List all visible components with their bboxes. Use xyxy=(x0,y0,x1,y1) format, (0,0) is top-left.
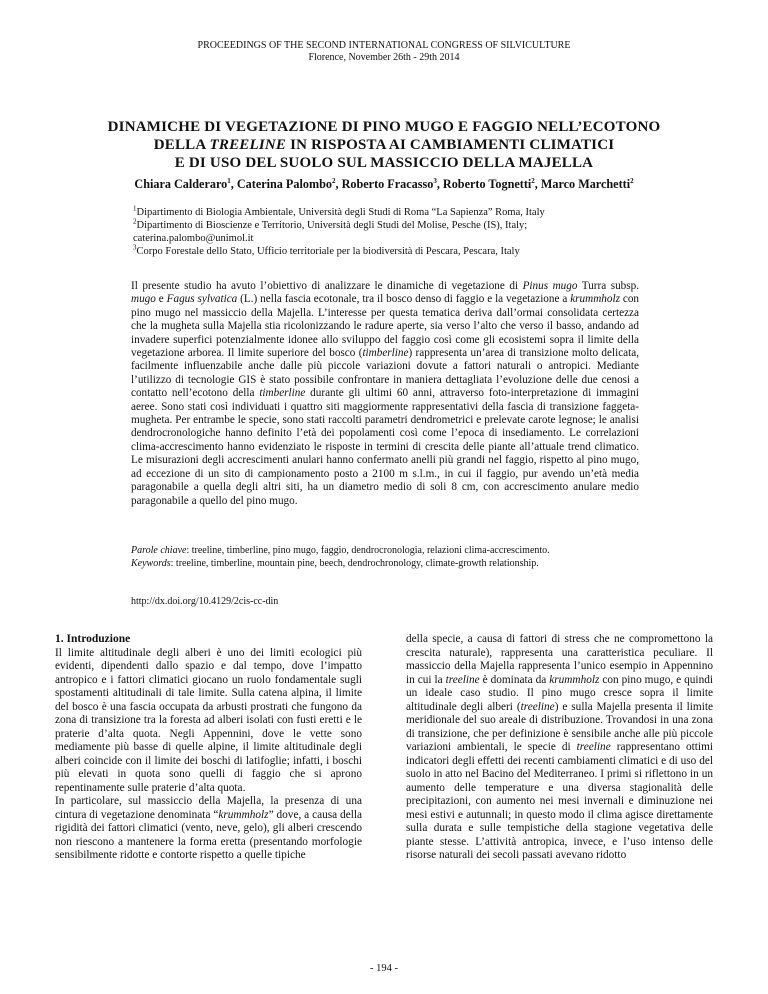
title-line-2 xyxy=(90,136,678,154)
title-line-2-end: IN RISPOSTA AI CAMBIAMENTI CLIMATICI xyxy=(286,137,615,153)
author-name: Chiara Calderaro xyxy=(134,177,228,191)
affiliation-1-text: Dipartimento di Biologia Ambientale, Università degli Studi di Roma “La Sapienza” Roma, Italy xyxy=(136,207,545,218)
author-affiliation-mark: 2 xyxy=(630,176,634,185)
paragraph-text: è dominata da xyxy=(479,673,550,686)
affiliation-3 xyxy=(133,245,693,258)
author-affiliation-mark: 1 xyxy=(227,176,231,185)
paragraph-text: In particolare, sul massiccio della Majella, la presenza di una cintura di vegetazione denominata “ xyxy=(55,795,362,821)
species-name: Fagus sylvatica xyxy=(166,293,238,306)
affiliation-mark: 3 xyxy=(133,243,137,252)
term-timberline: timberline xyxy=(259,387,306,400)
paragraph xyxy=(406,633,713,863)
paragraph-text: ” dove, a causa della rigidità dei fattori climatici (vento, neve, gelo), gli alberi crescendo non riescono a mantenere la forma eretta (presentando morfologie sensibilmente ridotte e contorte rispetto a quelle tipiche xyxy=(55,808,363,861)
author-name: Marco Marchetti xyxy=(540,177,631,191)
abstract-text: ) rappresenta un’area di transizione molto delicata, facilmente influenzabile anche dalle più piccole variazioni dovute a fattori naturali o antropici. Mediante l’utilizzo di tecnologie GIS è stato possibile confrontare in maniera dettagliata l’evoluzione delle due cenosi a contatto nell’ecotono della xyxy=(131,347,639,400)
abstract-text: con pino mugo nel massiccio della Majella. L’interesse per questa tematica deriva dall’ormai consolidata certezza che la mugheta sulla Majella stia ricolonizzando le radure aperte, sia verso l’alto che verso il basso, andando ad invadere superfici potenzialmente idonee allo sviluppo del faggio così come gli ecosistemi sopra il limite della vegetazione arborea. Il limite superiore del bosco ( xyxy=(131,293,640,360)
author-name: Roberto Tognetti xyxy=(442,177,532,191)
paragraph-text: rappresentano ottimi indicatori degli effetti dei recenti cambiamenti climatici e di uso del suolo in atto nel Bacino del Mediterraneo. I primi si riflettono in un aumento delle temperature e una diversa stagionalità delle precipitazioni, con aumento nei mesi invernali e diminuzione nei mesi estivi e autunnali; in questo modo il clima agisce direttamente sulla durata e sulle tempistiche della stagione vegetativa delle piante stesse. L’attività antropica, invece, e l’uso intenso delle risorse naturali dei secoli passati avevano ridotto xyxy=(406,741,713,861)
author-affiliation-mark: 2 xyxy=(531,176,535,185)
title-line-1: DINAMICHE DI VEGETAZIONE DI PINO MUGO E FAGGIO NELL’ECOTONO xyxy=(107,119,661,135)
paragraph xyxy=(55,795,362,863)
affiliation-mark: 2 xyxy=(133,217,137,226)
section-heading: 1. Introduzione xyxy=(55,633,131,645)
author-affiliation-mark: 2 xyxy=(331,176,336,185)
abstract-text: (L.) nella fascia ecotonale, tra il bosco denso di faggio e la vegetazione a xyxy=(237,293,571,306)
abstract xyxy=(131,280,639,508)
affiliation-2-text: Dipartimento di Bioscienze e Territorio, Università degli Studi del Molise, Pesche (IS), Italy; xyxy=(136,220,528,231)
affiliations xyxy=(133,206,693,258)
species-name: mugo xyxy=(131,293,156,306)
keywords-label: Parole chiave xyxy=(131,545,187,556)
author-name: Caterina Palombo xyxy=(236,177,332,191)
paragraph-text: ) e sulla Majella presenta il limite meridionale del suo areale di distribuzione. Trovandosi in una zona di transizione, che per definizione è sensibile anche alle più piccole variazioni ambientali, le specie di xyxy=(406,700,713,753)
term-krummholz: krummholz xyxy=(570,293,620,306)
affiliation-3-text: Corpo Forestale dello Stato, Ufficio territoriale per la biodiversità di Pescara, Pescara, Italy xyxy=(136,246,520,257)
title-treeline-term: TREELINE xyxy=(209,137,287,153)
keywords-english xyxy=(131,558,651,571)
paper-title xyxy=(90,118,678,172)
keywords-block xyxy=(131,545,651,570)
author-affiliation-mark: 3 xyxy=(433,176,437,185)
doi-link[interactable]: http://dx.doi.org/10.4129/2cis-cc-din xyxy=(131,596,279,607)
running-header xyxy=(0,40,768,64)
affiliation-1 xyxy=(133,206,693,219)
left-column xyxy=(55,633,362,863)
term-krummholz: krummholz xyxy=(549,673,600,686)
term-treeline: treeline xyxy=(520,700,555,713)
author-list: Chiara Calderaro$^1$, Caterina Palombo$^2$, Roberto Fracasso$^3$, Roberto Tognetti$^2$, Marco Marchetti$^2$ xyxy=(134,176,634,191)
abstract-text: Il presente studio ha avuto l’obiettivo di analizzare le dinamiche di vegetazione di xyxy=(131,280,523,292)
title-line-3: E DI USO DEL SUOLO SUL MASSICCIO DELLA MAJELLA xyxy=(174,155,594,171)
affiliation-2 xyxy=(133,219,693,232)
corresponding-email: caterina.palombo@unimol.it xyxy=(133,233,254,244)
keywords-label: Keywords xyxy=(131,557,171,569)
term-treeline: treeline xyxy=(576,741,611,753)
term-treeline: treeline xyxy=(445,673,480,686)
term-krummholz: krummholz xyxy=(218,808,269,821)
title-line-2-start: DELLA xyxy=(153,137,210,153)
term-timberline: timberline xyxy=(362,347,409,360)
affiliation-mark: 1 xyxy=(133,204,137,213)
paragraph: Il limite altitudinale degli alberi è uno dei limiti ecologici più evidenti, dipendenti dallo spazio e dal tempo, dove l’impatto antropico e i fattori climatici giocano un ruolo fondamentale sugli spostamenti altitudinali di tale limite. Sulla catena alpina, il limite del bosco è una fascia occupata da arbusti prostrati che fungono da zona di transizione tra la foresta ad alberi isolati con fusti eretti e le praterie d’alta quota. Negli Appennini, dove le vette sono mediamente più basse di quelle alpine, il limite altitudinale degli alberi coincide con il limite dei boschi di latifoglie; infatti, i boschi più elevati in quota sono quelli di faggio che si aprono repentinamente sulle praterie d’alta quota. xyxy=(55,646,362,794)
header-proceedings: PROCEEDINGS OF THE SECOND INTERNATIONAL CONGRESS OF SILVICULTURE xyxy=(197,40,571,51)
abstract-text: Turra subsp. xyxy=(577,280,639,292)
paragraph-text: con pino mugo, e quindi un ideale caso studio. Il pino mugo cresce sopra il limite altitudinale degli alberi ( xyxy=(406,673,713,713)
abstract-text: e xyxy=(155,293,167,306)
page-number: - 194 - xyxy=(370,963,398,974)
species-name: Pinus mugo xyxy=(522,280,578,292)
keywords-text: : treeline, timberline, mountain pine, beech, dendrochronology, climate-growth relationship. xyxy=(170,557,539,569)
right-column xyxy=(406,633,713,863)
author-name: Roberto Fracasso xyxy=(341,177,434,191)
paragraph-text: della specie, a causa di fattori di stress che ne compromettono la crescita naturale), rappresenta una caratteristica peculiare. Il massiccio della Majella rappresenta l’unico esempio in Appennino in cui la xyxy=(406,633,713,686)
abstract-text: durante gli ultimi 60 anni, attraverso foto-interpretazione di immagini aeree. Sono stati così individuati i quattro siti maggiormente rappresentativi della fascia di transizione faggeta-mugheta. Per entrambe le specie, sono stati raccolti parametri dendrometrici e prelevate carote legnose; le analisi dendrocronologiche hanno definito l’età dei popolamenti così come l’epoca di insediamento. Le correlazioni clima-accrescimento hanno evidenziato le risposte in termini di crescita delle piante all’attuale trend climatico. Le misurazioni degli accrescimenti anulari hanno confermato anelli più grandi nel faggio, rispetto al pino mugo, ad eccezione di un sito di campionamento posto a 2100 m s.l.m., in cui il faggio, pur avendo un’età media paragonabile a quella degli altri siti, ha un diametro medio di soli 8 cm, con accrescimento anulare medio paragonabile a quello del pino mugo. xyxy=(131,387,639,507)
keywords-text: : treeline, timberline, pino mugo, faggio, dendrocronologia, relazioni clima-accrescimento. xyxy=(186,545,550,556)
keywords-italian xyxy=(131,545,651,558)
header-date: Florence, November 26th - 29th 2014 xyxy=(308,52,460,63)
